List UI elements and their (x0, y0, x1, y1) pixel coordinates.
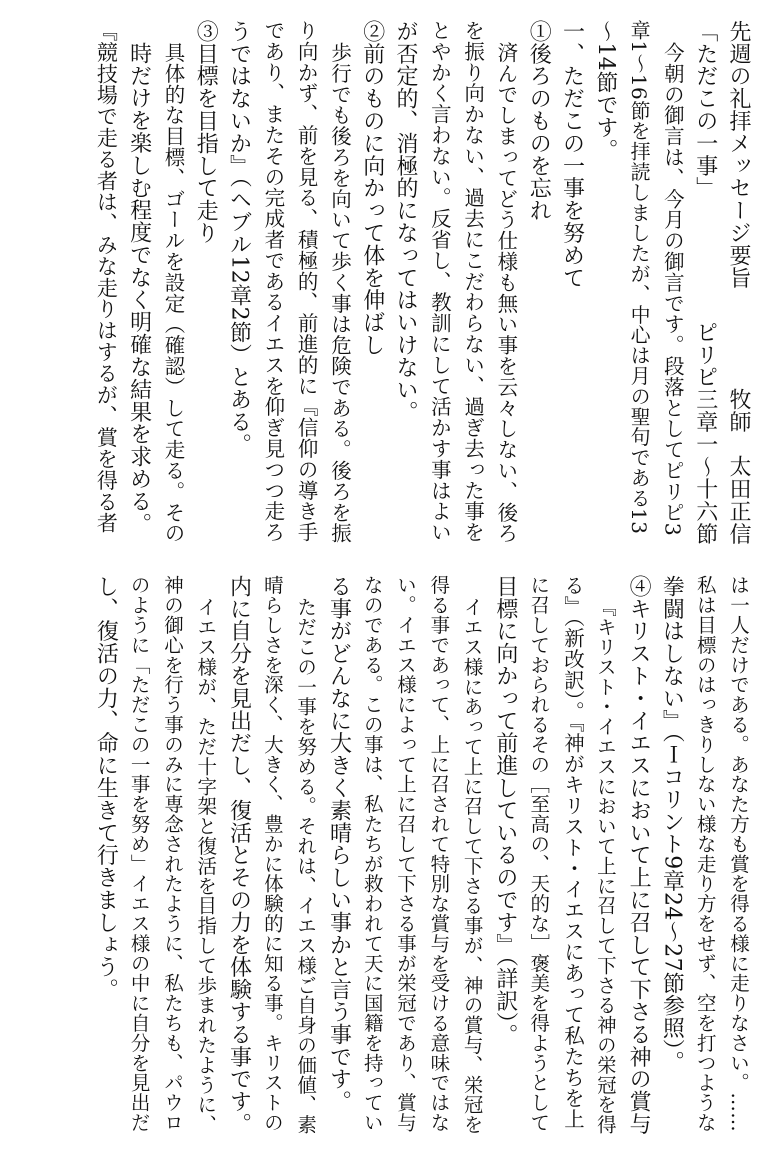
text-line: 『キリスト・イエスにおいて上に召して下さる神の栄冠を得 (593, 597, 617, 1135)
text-line: 今朝の御言は、今月の御言です。段落としてピリピ3 (660, 42, 685, 537)
text-line: ただこの一事を努める。それは、イエス様ご自身の価値、素 (294, 597, 318, 1135)
text-line: とやかく言わない。反省し、教訓にして活かす事はよい (427, 20, 452, 543)
text-line: うではないか』（ヘブル12章2節）とある。 (226, 20, 252, 456)
text-line: ～14節です。 (592, 20, 618, 161)
text-line: ④キリスト・イエスにおいて上に召して下さる神の賞与 (626, 575, 652, 1135)
text-line: 『競技場で走る者は、みな走りはするが、賞を得る者 (94, 20, 119, 534)
text-line: 歩行でも後ろを向いて歩く事は危険である。後ろを振 (327, 42, 352, 544)
text-line: ②前のものに向かって体を伸ばし (359, 20, 385, 356)
text-line: 拳闘はしない』（Ｉコリント9章24～27節参照）。 (659, 575, 685, 1073)
text-line: 神の御心を行う事のみに専念されたように、私たちも、パウロ (160, 575, 184, 1133)
text-line: り向かず、前を見る、積極的、前進的に『信仰の導き手 (294, 20, 319, 543)
text-line: 済んでしまってどう仕様も無い事を云々しない、後ろ (493, 42, 518, 544)
text-line: 内に自分を見出だし、復活とその力を体験する事です。 (226, 575, 252, 1135)
bulletin-title: 先週の礼拝メッセージ要旨 (726, 20, 751, 289)
text-line: であり、またその完成者であるイエスを仰ぎ見つつ走ろ (260, 20, 285, 543)
text-line: イエス様にあって上に召して下さる事が、神の賞与、栄冠を (460, 597, 484, 1135)
bottom-section (9, 575, 755, 1135)
author-name: 牧師 太田正信 (726, 388, 751, 545)
header-line (722, 20, 755, 545)
sermon-line (688, 20, 721, 545)
text-line: が否定的、消極的になってはいけない。 (393, 20, 419, 424)
text-line: に召しておられるその［至高の、天的な］褒美を得ようとして (527, 575, 551, 1133)
text-line: 時だけを楽しむ程度でなく明確な結果を求める。 (126, 42, 152, 535)
text-line: なのである。この事は、私たちが救われて天に国籍を持ってい (360, 575, 384, 1133)
text-line: 得る事であって、上に召されて特別な賞与を受ける意味ではな (427, 575, 451, 1133)
sermon-passage: ピリピ三章一～十六節 (692, 321, 718, 545)
text-line: ①後ろのものを忘れ (526, 20, 552, 222)
text-line: 具体的な目標、ゴールを設定（確認）して走る。その (160, 42, 185, 544)
text-line: 目標に向かって前進しているのです』（詳訳）。 (492, 575, 518, 1046)
text-line: ③目標を目指して走り (193, 20, 219, 244)
sermon-theme: 「ただこの一事」 (692, 20, 718, 200)
text-line: は一人だけである。あなた方も賞を得る様に走りなさい。…… (727, 575, 750, 1133)
text-line: 一、ただこの一事を努めて (559, 20, 585, 289)
top-section (9, 20, 755, 545)
text-line: る事がどんなに大きく素晴らしい事かと言う事です。 (326, 575, 352, 1113)
text-line: を振り向かない、過去にこだわらない、過ぎ去った事を (460, 20, 485, 543)
text-line: イエス様が、ただ十字架と復活を目指して歩まれたように、 (194, 597, 218, 1135)
text-line: い。イエス様によって上に召して下さる事が栄冠であり、賞与 (394, 575, 418, 1133)
text-line: 私は目標のはっきりしない様な走り方をせず、空を打つような (693, 575, 717, 1133)
text-line: し、復活の力、命に生きて行きましょう。 (93, 575, 119, 1001)
text-line: 晴らしさを深く、大きく、豊かに体験的に知る事。キリストの (260, 575, 284, 1133)
text-line: のように「ただこの一事を努め」イエス様の中に自分を見出だ (127, 575, 151, 1133)
text-line: 章1～16節を拝読しましたが、中心は月の聖句である13 (627, 20, 652, 535)
text-line: る』（新改訳）。『神がキリスト・イエスにあって私たちを上 (560, 575, 585, 1130)
